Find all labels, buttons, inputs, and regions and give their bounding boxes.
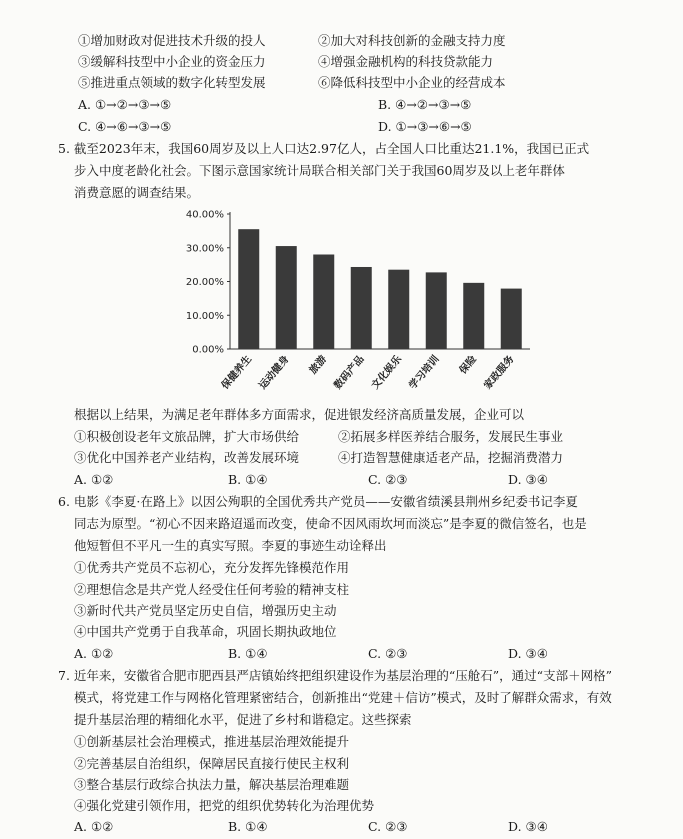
- bar-2: [276, 246, 297, 349]
- q5-stem-line-1: 5. 截至2023年末，我国60周岁及以上人口达2.97亿人，占全国人口比重达21.1%，我国已正式: [58, 141, 590, 156]
- q4-option-b: B. ④→②→③→⑤: [378, 97, 472, 112]
- q6-stem-line-2: 同志为原型。“初心不因来路迢遥而改变，使命不因风雨坎坷而淡忘”是李夏的微信签名，也是: [74, 516, 587, 531]
- q7-stem-line-1: 7. 近年来，安徽省合肥市肥西县严店镇始终把组织建设作为基层治理的“压舱石”，通过“支部＋网格”: [58, 668, 612, 683]
- bars: [238, 229, 522, 349]
- q6-stem-line-1: 6. 电影《李夏·在路上》以因公殉职的全国优秀共产党员——安徽省绩溪县荆州乡纪委书记李夏: [58, 494, 578, 509]
- bar-4: [351, 267, 372, 349]
- q5-option-b: B. ①④: [228, 472, 268, 487]
- q7-option-b: B. ①④: [228, 819, 268, 834]
- q5-option-c: C. ②③: [368, 472, 408, 487]
- q7-option-d: D. ③④: [508, 819, 548, 834]
- q4-statement-4: ④增强金融机构的科技贷款能力: [318, 54, 494, 69]
- q6-option-d: D. ③④: [508, 646, 548, 661]
- q7-stem-line-3: 提升基层治理的精细化水平，促进了乡村和谐稳定。这些探索: [74, 712, 412, 727]
- bar-6: [426, 272, 447, 349]
- q7-statement-4: ④强化党建引领作用，把党的组织优势转化为治理优势: [74, 798, 375, 813]
- q7-statement-3: ③整合基层行政综合执法力量，解决基层治理难题: [74, 777, 350, 792]
- bar-5: [388, 270, 409, 349]
- q4-option-c: C. ④→⑥→③→⑤: [78, 119, 172, 134]
- q4-statement-6: ⑥降低科技型中小企业的经营成本: [318, 75, 506, 90]
- q6-stem-line-3: 他短暂但不平凡一生的真实写照。李夏的事迹生动诠释出: [74, 538, 387, 553]
- q5-option-d: D. ③④: [508, 472, 548, 487]
- q5-statement-3: ③优化中国养老产业结构，改善发展环境: [74, 450, 300, 465]
- q7-stem-line-2: 模式，将党建工作与网格化管理紧密结合，创新推出“党建＋信访”模式，及时了解群众需求，有效: [74, 690, 612, 705]
- y-tick-label: 40.00%: [185, 209, 224, 221]
- q6-option-c: C. ②③: [368, 646, 408, 661]
- q7-statement-2: ②完善基层自治组织，保障居民直接行使民主权利: [74, 756, 350, 771]
- x-tick-label: 家政服务: [482, 353, 517, 392]
- x-tick-label: 保险: [457, 353, 480, 377]
- q7-option-a: A. ①②: [74, 819, 114, 834]
- y-tick-label: 30.00%: [185, 243, 224, 255]
- bar-1: [238, 229, 259, 349]
- q5-question: 根据以上结果，为满足老年群体多方面需求，促进银发经济高质量发展，企业可以: [74, 407, 525, 422]
- q4-statement-3: ③缓解科技型中小企业的资金压力: [78, 54, 266, 69]
- x-axis-labels: [218, 352, 517, 393]
- q4-option-d: D. ①→③→⑥→⑤: [378, 119, 472, 134]
- x-tick-label: 学习培训: [407, 353, 442, 392]
- q7-option-c: C. ②③: [368, 819, 408, 834]
- q6-statement-3: ③新时代共产党员坚定历史自信，增强历史主动: [74, 603, 337, 618]
- q5-option-a: A. ①②: [74, 472, 114, 487]
- bar-7: [463, 283, 484, 349]
- q7-statement-1: ①创新基层社会治理模式，推进基层治理效能提升: [74, 734, 350, 749]
- q5-statement-2: ②拓展多样医养结合服务，发展民生事业: [338, 429, 564, 444]
- y-tick-label: 20.00%: [185, 277, 224, 288]
- y-tick-label: 10.00%: [185, 310, 224, 322]
- x-tick-label: 数码产品: [332, 353, 367, 392]
- x-tick-label: 旅游: [307, 353, 330, 377]
- q4-statement-1: ①增加财政对促进技术升级的投人: [78, 33, 266, 48]
- q5-stem-line-2: 步入中度老龄化社会。下图示意国家统计局联合相关部门关于我国60周岁及以上老年群体: [74, 163, 565, 178]
- q4-statement-2: ②加大对科技创新的金融支持力度: [318, 33, 506, 48]
- x-tick-label: 文化娱乐: [369, 353, 405, 392]
- y-tick-label: 0.00%: [192, 344, 224, 356]
- q6-option-a: A. ①②: [74, 646, 114, 661]
- q5-stem-line-3: 消费意愿的调查结果。: [74, 185, 200, 200]
- q5-statement-4: ④打造智慧健康适老产品，挖掘消费潜力: [338, 450, 564, 465]
- q6-statement-4: ④中国共产党勇于自我革命，巩固长期执政地位: [74, 624, 337, 639]
- q4-statement-5: ⑤推进重点领域的数字化转型发展: [78, 75, 266, 90]
- bar-8: [501, 289, 522, 349]
- bar-3: [313, 255, 334, 350]
- x-tick-label: 运动健身: [257, 353, 292, 392]
- q6-statement-2: ②理想信念是共产党人经受住任何考验的精神支柱: [74, 582, 350, 597]
- q6-option-b: B. ①④: [228, 646, 268, 661]
- consumption-intention-bar-chart: [150, 200, 550, 410]
- q6-statement-1: ①优秀共产党员不忘初心，充分发挥先锋模范作用: [74, 560, 350, 575]
- q4-option-a: A. ①→②→③→⑤: [78, 97, 172, 112]
- q5-statement-1: ①积极创设老年文旅品牌，扩大市场供给: [74, 429, 300, 444]
- x-tick-label: 保健养生: [219, 353, 255, 392]
